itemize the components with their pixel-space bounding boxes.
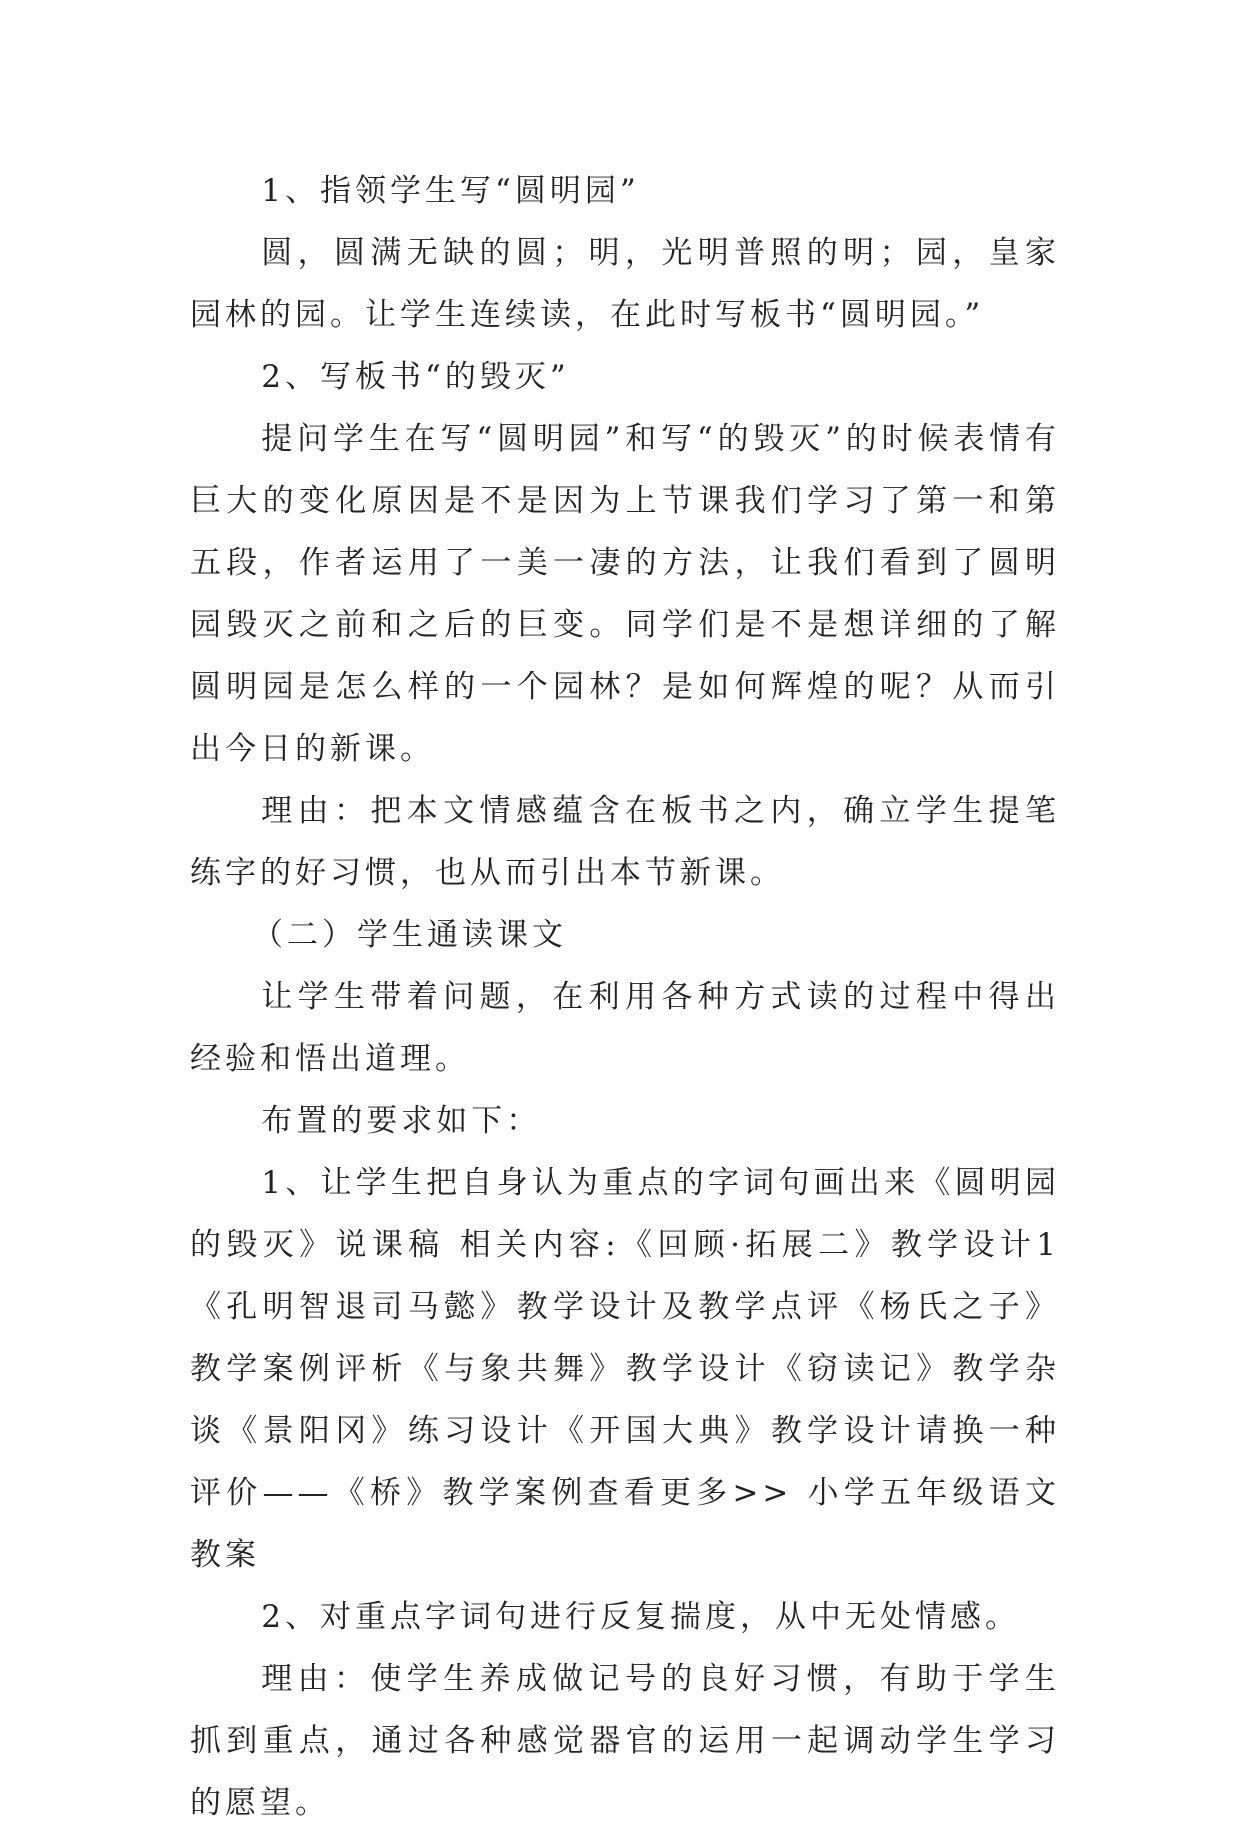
- section-heading: （二）学生通读课文: [252, 917, 567, 953]
- document-body: [190, 160, 1060, 1834]
- paragraph-6: 让学生带着问题，在利用各种方式读的过程中得出经验和悟出道理。: [190, 979, 1060, 1077]
- paragraph-3: 2、写板书“的毁灭”: [261, 359, 570, 395]
- paragraph-7: 布置的要求如下：: [261, 1103, 542, 1139]
- paragraph-9: 2、对重点字词句进行反复揣度，从中无处情感。: [261, 1599, 1021, 1635]
- paragraph-2: 圆，圆满无缺的圆；明，光明普照的明；园，皇家园林的园。让学生连续读，在此时写板书“圆明园。”: [190, 235, 1060, 333]
- paragraph-4: 提问学生在写“圆明园”和写“的毁灭”的时候表情有巨大的变化原因是不是因为上节课我们学习了第一和第五段，作者运用了一美一凄的方法，让我们看到了圆明园毁灭之前和之后的巨变。同学们是不是想详细的了解圆明园是怎么样的一个园林？是如何辉煌的呢？从而引出今日的新课。: [190, 421, 1060, 767]
- paragraph-5: 理由：把本文情感蕴含在板书之内，确立学生提笔练字的好习惯，也从而引出本节新课。: [190, 793, 1060, 891]
- paragraph-10: 理由：使学生养成做记号的良好习惯，有助于学生抓到重点，通过各种感觉器官的运用一起调动学生学习的愿望。: [190, 1661, 1060, 1821]
- paragraph-8: 1、让学生把自身认为重点的字词句画出来《圆明园的毁灭》说课稿 相关内容:《回顾·拓展二》教学设计1《孔明智退司马懿》教学设计及教学点评《杨氏之子》教学案例评析《与象共舞》教学设计《窃读记》教学杂谈《景阳冈》练习设计《开国大典》教学设计请换一种评价——《桥》教学案例查看更多>> 小学五年级语文教案: [190, 1165, 1060, 1573]
- paragraph-1: 1、指领学生写“圆明园”: [261, 173, 640, 209]
